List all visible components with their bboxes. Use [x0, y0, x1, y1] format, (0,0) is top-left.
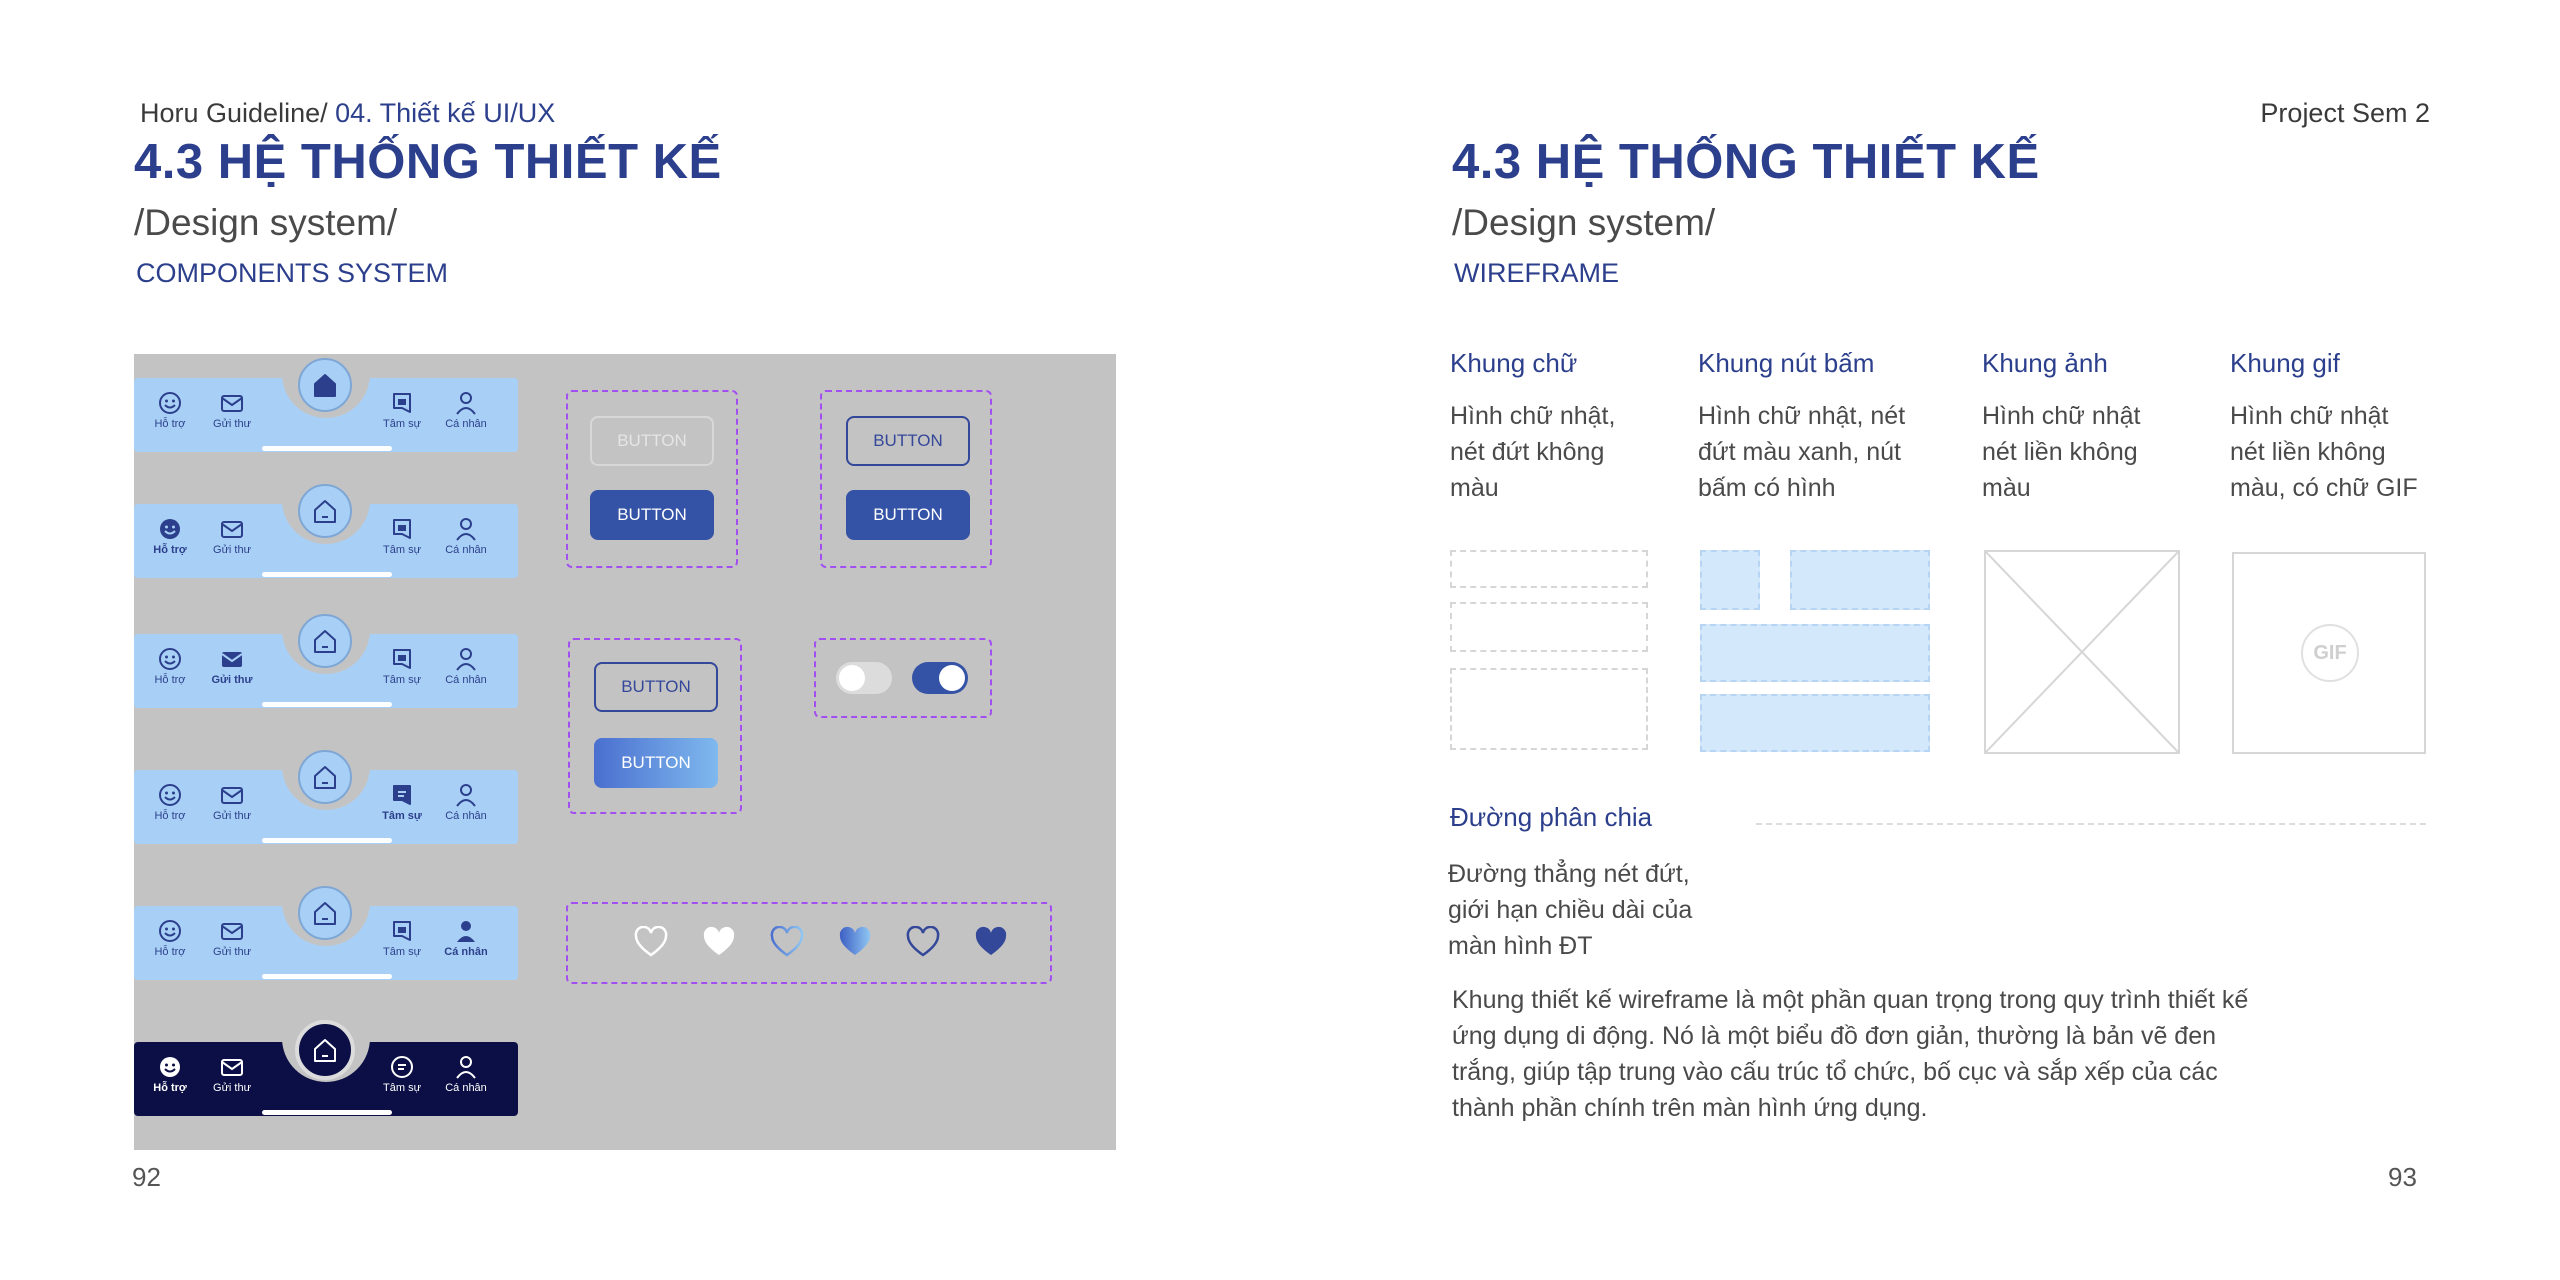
nav-label-profile: Cá nhân: [445, 418, 487, 430]
nav-bar-talk-selected: [134, 746, 518, 858]
nav-item-talk[interactable]: [372, 1054, 432, 1094]
toggle-on[interactable]: [912, 662, 968, 694]
button-group-1: [566, 390, 738, 568]
home-indicator: [262, 702, 392, 707]
nav-label-mail: Gửi thư: [211, 674, 253, 686]
column-heading-button-frame: Khung nút bấm: [1698, 348, 1875, 378]
toggle-knob: [839, 665, 865, 691]
smile-icon: [157, 918, 183, 944]
home-icon: [311, 497, 339, 525]
divider-text: Đường thẳng nét đứt, giới hạn chiều dài của màn hình ĐT: [1448, 860, 1693, 960]
column-text-button-frame: Hình chữ nhật, nét đứt màu xanh, nút bấm có hình: [1698, 402, 1906, 502]
page-title-left: 4.3 HỆ THỐNG THIẾT KẾ: [134, 135, 722, 189]
button-group-3: [568, 638, 742, 814]
nav-item-mail[interactable]: [202, 918, 262, 958]
nav-label-profile: Cá nhân: [445, 1082, 487, 1094]
heart-group: [566, 902, 1052, 984]
home-icon: [311, 371, 339, 399]
button-disabled[interactable]: BUTTON: [590, 416, 714, 466]
nav-item-support[interactable]: [140, 918, 200, 958]
user-icon: [453, 782, 479, 808]
nav-item-talk[interactable]: [372, 918, 432, 958]
nav-item-profile[interactable]: [436, 918, 496, 958]
nav-bar-support-selected: [134, 480, 518, 592]
page-number-right: 93: [2388, 1162, 2417, 1192]
nav-label-mail: Gửi thư: [213, 946, 251, 958]
nav-item-profile[interactable]: [436, 390, 496, 430]
nav-item-support[interactable]: [140, 516, 200, 556]
components-panel: [134, 354, 1116, 1150]
nav-label-talk: Tâm sự: [382, 810, 422, 822]
column-heading-image-frame: Khung ảnh: [1982, 348, 2108, 378]
nav-label-profile: Cá nhân: [445, 810, 487, 822]
wireframe-button-wide-2: [1700, 694, 1930, 752]
nav-label-mail: Gửi thư: [213, 1082, 251, 1094]
chat-note-icon: [389, 516, 415, 542]
mail-icon: [219, 1054, 245, 1080]
breadcrumb-base: Horu Guideline/: [140, 98, 328, 128]
nav-item-mail[interactable]: [202, 646, 262, 686]
home-button[interactable]: [298, 886, 352, 940]
smile-icon: [157, 390, 183, 416]
wireframe-image-frame: [1984, 550, 2180, 754]
home-indicator: [262, 572, 392, 577]
nav-label-talk: Tâm sự: [383, 544, 421, 556]
mail-icon: [219, 918, 245, 944]
wireframe-button-square: [1700, 550, 1760, 610]
wireframe-text-box-medium: [1450, 602, 1648, 652]
nav-bar-mail-selected: [134, 610, 518, 722]
nav-item-talk[interactable]: [372, 782, 432, 822]
nav-item-profile[interactable]: [436, 516, 496, 556]
user-icon: [453, 918, 479, 944]
mail-icon: [219, 782, 245, 808]
heart-filled-white-icon[interactable]: [702, 926, 736, 958]
heart-filled-blue-icon[interactable]: [974, 926, 1008, 958]
nav-label-profile: Cá nhân: [444, 946, 488, 958]
nav-item-support[interactable]: [140, 1054, 200, 1094]
column-heading-gif-frame: Khung gif: [2230, 348, 2340, 378]
nav-bar-profile-selected: [134, 882, 518, 994]
wireframe-button-wide: [1700, 624, 1930, 682]
nav-item-mail[interactable]: [202, 516, 262, 556]
nav-label-support: Hỗ trợ: [153, 1082, 187, 1094]
nav-label-talk: Tâm sự: [383, 418, 421, 430]
breadcrumb-current: 04. Thiết kế UI/UX: [327, 98, 556, 128]
button-solid[interactable]: BUTTON: [846, 490, 970, 540]
smile-icon: [157, 782, 183, 808]
page-subtitle-left: /Design system/: [134, 202, 398, 243]
section-label-left: COMPONENTS SYSTEM: [136, 258, 449, 288]
mail-icon: [219, 390, 245, 416]
page-subtitle-right: /Design system/: [1452, 202, 1716, 243]
wireframe-gif-frame: [2232, 552, 2426, 754]
button-gradient[interactable]: BUTTON: [594, 738, 718, 788]
mail-icon: [219, 646, 245, 672]
user-icon: [453, 646, 479, 672]
button-solid[interactable]: BUTTON: [590, 490, 714, 540]
gif-badge: GIF: [2301, 624, 2359, 682]
chat-note-icon: [389, 390, 415, 416]
smile-icon: [157, 646, 183, 672]
home-button[interactable]: [298, 358, 352, 412]
heart-outline-gradient-icon[interactable]: [770, 926, 804, 958]
column-heading-text-frame: Khung chữ: [1450, 348, 1578, 378]
wireframe-text-box-large: [1450, 668, 1648, 750]
home-button[interactable]: [298, 750, 352, 804]
nav-item-support[interactable]: [140, 646, 200, 686]
home-icon: [311, 1036, 339, 1064]
nav-label-mail: Gửi thư: [213, 810, 251, 822]
column-text-gif-frame: Hình chữ nhật nét liền không màu, có chữ GIF: [2230, 402, 2418, 502]
section-label-right: WIREFRAME: [1454, 258, 1619, 288]
nav-item-support[interactable]: [140, 782, 200, 822]
nav-label-support: Hỗ trợ: [154, 418, 186, 430]
page-title-right: 4.3 HỆ THỐNG THIẾT KẾ: [1452, 135, 2040, 189]
nav-label-profile: Cá nhân: [445, 544, 487, 556]
wireframe-divider-line: [1756, 823, 2426, 825]
breadcrumb: [140, 98, 555, 129]
toggle-knob: [939, 665, 965, 691]
home-icon: [311, 899, 339, 927]
smile-icon: [157, 516, 183, 542]
column-text-text-frame: Hình chữ nhật, nét đứt không màu: [1450, 402, 1616, 502]
heart-outline-white-icon[interactable]: [634, 926, 668, 958]
user-icon: [453, 1054, 479, 1080]
smile-icon: [157, 1054, 183, 1080]
heart-filled-gradient-icon[interactable]: [838, 926, 872, 958]
home-indicator: [262, 838, 392, 843]
home-indicator: [262, 1110, 392, 1115]
button-outline[interactable]: BUTTON: [594, 662, 718, 712]
page-number-left: 92: [132, 1162, 161, 1192]
divider-heading: Đường phân chia: [1450, 802, 1653, 832]
nav-item-talk[interactable]: [372, 646, 432, 686]
wireframe-description: Khung thiết kế wireframe là một phần quan trọng trong quy trình thiết kế ứng dụng di động. Nó là một biểu đồ đơn giản, thường là bản vẽ đen trắng, giúp tập trung vào cấu trúc tổ chức, bố cục và sắp xếp của các thành phần chính trên màn hình ứng dụng.: [1452, 986, 2249, 1122]
chat-note-icon: [389, 782, 415, 808]
nav-label-profile: Cá nhân: [445, 674, 487, 686]
nav-item-support[interactable]: [140, 390, 200, 430]
home-icon: [311, 627, 339, 655]
nav-item-talk[interactable]: [372, 516, 432, 556]
column-text-image-frame: Hình chữ nhật nét liền không màu: [1982, 402, 2141, 502]
chat-note-icon: [389, 646, 415, 672]
project-label: Project Sem 2: [2260, 98, 2430, 128]
image-placeholder-cross-icon: [1986, 552, 2178, 752]
button-group-2: [820, 390, 992, 568]
nav-item-profile[interactable]: [436, 646, 496, 686]
nav-label-talk: Tâm sự: [383, 1082, 421, 1094]
home-indicator: [262, 974, 392, 979]
nav-label-talk: Tâm sự: [383, 674, 421, 686]
nav-label-talk: Tâm sự: [383, 946, 421, 958]
heart-outline-blue-icon[interactable]: [906, 926, 940, 958]
wireframe-text-box-small: [1450, 550, 1648, 588]
home-icon: [311, 763, 339, 791]
nav-item-mail[interactable]: [202, 1054, 262, 1094]
mail-icon: [219, 516, 245, 542]
nav-label-support: Hỗ trợ: [154, 674, 186, 686]
nav-item-profile[interactable]: [436, 782, 496, 822]
nav-bar-dark: [134, 1018, 518, 1130]
user-icon: [453, 390, 479, 416]
nav-label-mail: Gửi thư: [213, 418, 251, 430]
toggle-group: [814, 638, 992, 718]
button-outline[interactable]: BUTTON: [846, 416, 970, 466]
nav-item-talk[interactable]: [372, 390, 432, 430]
nav-label-support: Hỗ trợ: [153, 544, 187, 556]
user-icon: [453, 516, 479, 542]
nav-item-profile[interactable]: [436, 1054, 496, 1094]
home-button[interactable]: [295, 1020, 355, 1080]
home-indicator: [262, 446, 392, 451]
chat-note-icon: [389, 1054, 415, 1080]
nav-bar-home-selected: [134, 354, 518, 466]
chat-note-icon: [389, 918, 415, 944]
nav-label-support: Hỗ trợ: [154, 946, 186, 958]
nav-item-mail[interactable]: [202, 390, 262, 430]
toggle-off[interactable]: [836, 662, 892, 694]
home-button[interactable]: [298, 614, 352, 668]
nav-label-support: Hỗ trợ: [154, 810, 186, 822]
home-button[interactable]: [298, 484, 352, 538]
nav-item-mail[interactable]: [202, 782, 262, 822]
nav-label-mail: Gửi thư: [213, 544, 251, 556]
wireframe-button-small: [1790, 550, 1930, 610]
